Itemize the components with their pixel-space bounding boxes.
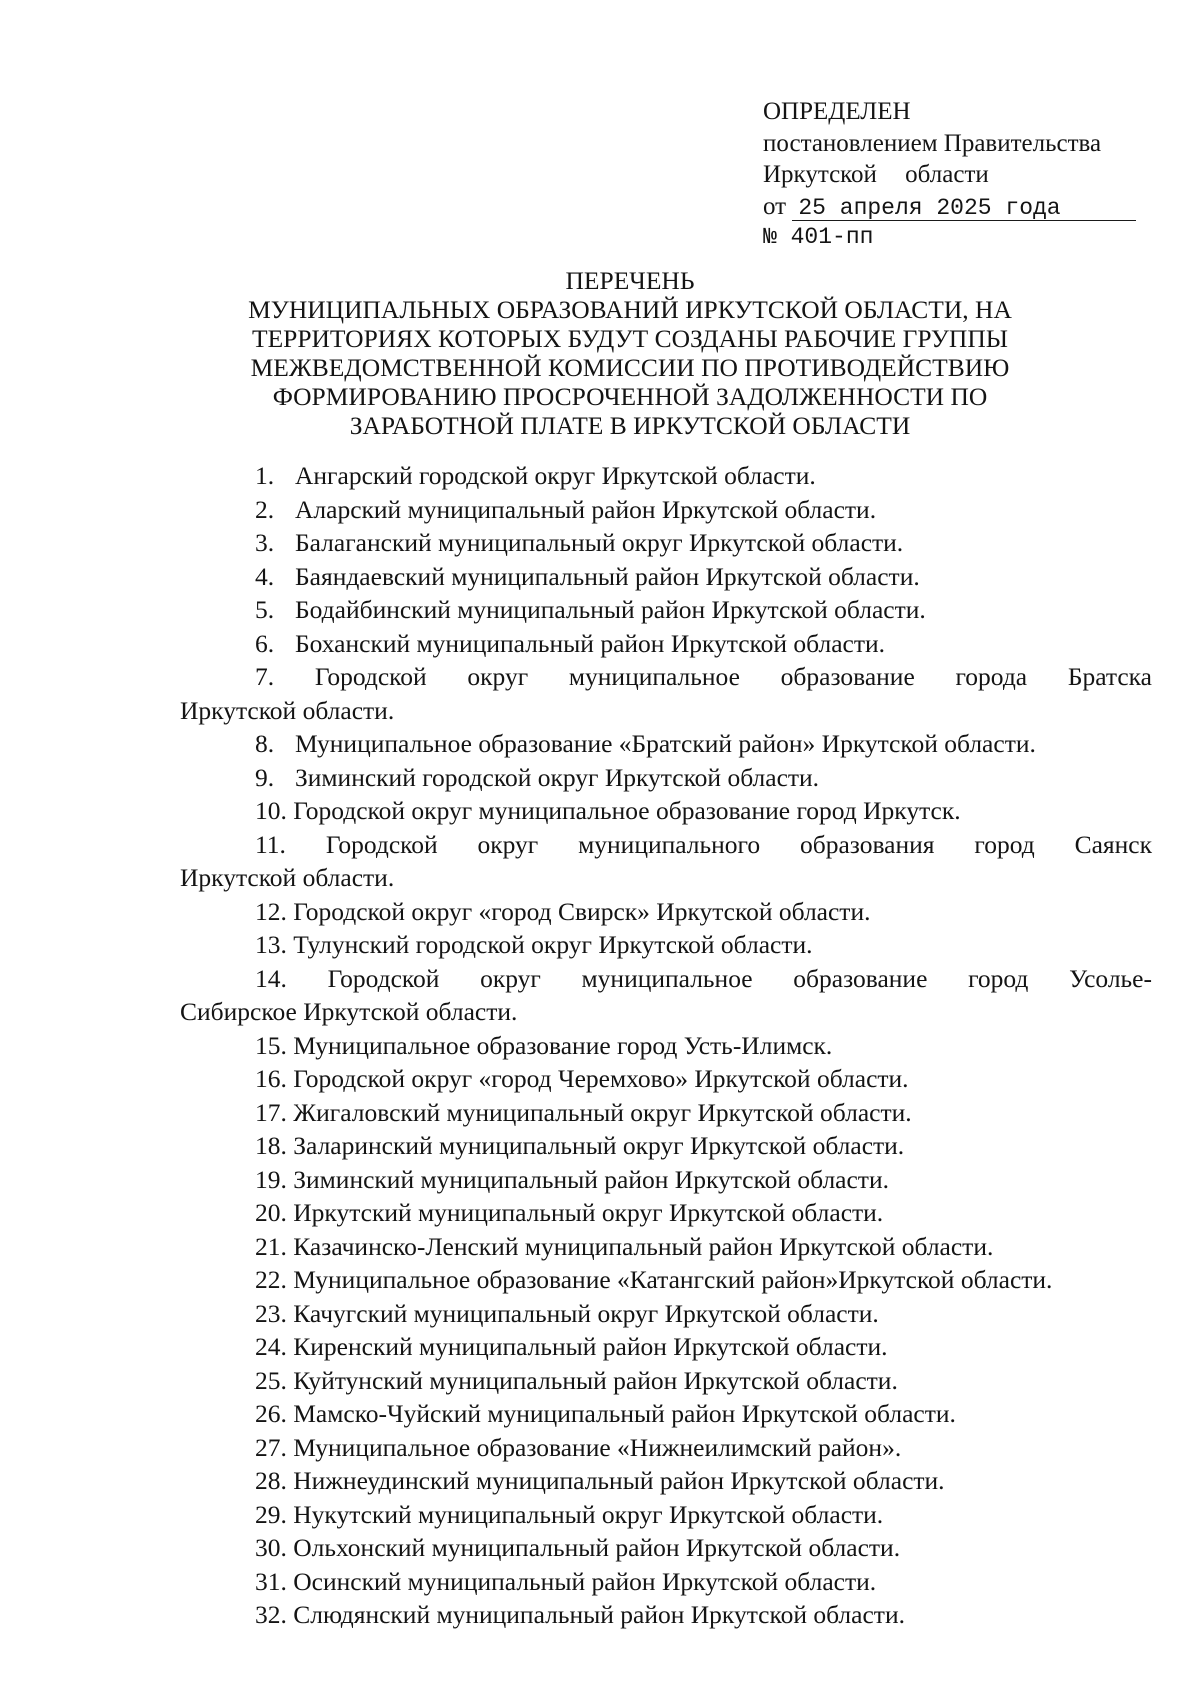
item-number: 29. (255, 1499, 287, 1529)
list-item (180, 828, 1152, 895)
item-text-line-1 (180, 962, 1152, 996)
item-number: 24. (255, 1332, 287, 1361)
list-item (180, 493, 1152, 527)
item-text-line-2: Иркутской области. (180, 695, 395, 725)
item-text-line-1 (180, 660, 1152, 694)
list-item (180, 1163, 1152, 1197)
title-line-4: ФОРМИРОВАНИЮ ПРОСРОЧЕННОЙ ЗАДОЛЖЕННОСТИ ПО (272, 382, 988, 411)
list-item (180, 627, 1152, 661)
list-item (180, 560, 1152, 594)
list-item (180, 1263, 1152, 1297)
title-line-3: МЕЖВЕДОМСТВЕННОЙ КОМИССИИ ПО ПРОТИВОДЕЙСТВИЮ (250, 353, 1010, 382)
item-number: 2. (255, 494, 275, 524)
item-number: 18. (255, 1131, 287, 1160)
item-number: 30. (255, 1533, 287, 1562)
approval-date: 25 апреля 2025 года (792, 196, 1136, 221)
list-item (180, 660, 1152, 727)
item-text: Муниципальное образование город Усть-Илимск. (293, 1030, 833, 1060)
item-text: Городской округ муниципальное образование город Иркутск. (293, 796, 961, 825)
item-number: 25. (255, 1365, 287, 1395)
item-number: 22. (255, 1265, 287, 1294)
item-text: Жигаловский муниципальный округ Иркутской области. (293, 1097, 912, 1127)
item-number: 3. (255, 528, 275, 557)
list-item (180, 1330, 1152, 1364)
item-text: Боханский муниципальный район Иркутской области. (295, 628, 886, 658)
item-number: 14. (255, 963, 287, 993)
list-item (180, 895, 1152, 929)
item-number: 17. (255, 1097, 287, 1127)
item-text-line-2: Иркутской области. (180, 863, 395, 892)
item-text: Городской округ муниципальное образование города Братска (314, 662, 1152, 691)
item-text-line-1 (180, 828, 1152, 862)
item-number: 19. (255, 1164, 287, 1194)
item-number: 27. (255, 1432, 287, 1462)
approval-region: Иркутской области (763, 161, 989, 188)
item-text: Иркутский муниципальный округ Иркутской области. (293, 1198, 884, 1227)
list-item (180, 1397, 1152, 1431)
list-item (180, 459, 1152, 493)
item-text: Нукутский муниципальный округ Иркутской области. (293, 1499, 884, 1529)
item-number: 4. (255, 561, 275, 591)
item-number: 7. (255, 662, 275, 691)
list-item (180, 1531, 1152, 1565)
item-number: 11. (255, 829, 286, 859)
title-heading: ПЕРЕЧЕНЬ (565, 266, 695, 295)
item-number: 32. (255, 1600, 287, 1629)
list-item (180, 928, 1152, 962)
item-text: Ангарский городской округ Иркутской области. (295, 461, 816, 490)
list-item (180, 1498, 1152, 1532)
item-text: Казачинско-Ленский муниципальный район Иркутской области. (293, 1231, 994, 1261)
item-text: Зиминский муниципальный район Иркутской области. (293, 1164, 889, 1194)
list-item (180, 761, 1152, 795)
item-number: 8. (255, 729, 275, 758)
list-item (180, 1129, 1152, 1163)
item-text-line-2: Сибирское Иркутской области. (180, 997, 518, 1026)
municipality-list (180, 459, 1152, 1632)
item-text: Зиминский городской округ Иркутской области. (295, 762, 820, 792)
item-number: 16. (255, 1064, 287, 1093)
item-text: Заларинский муниципальный округ Иркутской области. (293, 1131, 905, 1160)
approval-date-line (763, 191, 1163, 223)
document-title (180, 266, 1080, 440)
list-item (180, 1598, 1152, 1632)
item-number: 12. (255, 896, 287, 926)
item-text: Ольхонский муниципальный район Иркутской области. (293, 1533, 901, 1562)
item-number: 5. (255, 595, 275, 624)
approval-block (763, 96, 1163, 254)
list-item (180, 1096, 1152, 1130)
list-item (180, 1230, 1152, 1264)
list-item (180, 526, 1152, 560)
list-item (180, 1364, 1152, 1398)
item-number: 31. (255, 1566, 287, 1596)
item-number: 26. (255, 1399, 287, 1428)
title-line-2: ТЕРРИТОРИЯХ КОТОРЫХ БУДУТ СОЗДАНЫ РАБОЧИЕ ГРУППЫ (252, 324, 1008, 353)
item-number: 15. (255, 1030, 287, 1060)
item-text: Баяндаевский муниципальный район Иркутской области. (295, 561, 920, 591)
approval-number: № 401-пп (763, 224, 874, 250)
list-item (180, 794, 1152, 828)
approval-date-prefix: от (763, 192, 787, 220)
approval-status: ОПРЕДЕЛЕН (763, 98, 911, 125)
item-number: 13. (255, 930, 287, 959)
item-text: Балаганский муниципальный округ Иркутской области. (295, 528, 904, 557)
list-item (180, 1431, 1152, 1465)
item-text: Осинский муниципальный район Иркутской области. (293, 1566, 877, 1596)
item-number: 21. (255, 1231, 287, 1261)
item-text: Слюдянский муниципальный район Иркутской области. (293, 1600, 905, 1629)
item-text: Городской округ муниципального образования город Саянск (325, 829, 1153, 859)
item-text: Тулунский городской округ Иркутской области. (293, 930, 813, 959)
list-item (180, 727, 1152, 761)
item-text: Городской округ «город Черемхово» Иркутской области. (293, 1064, 909, 1093)
list-item (180, 1464, 1152, 1498)
approval-issuer: постановлением Правительства (763, 129, 1102, 157)
item-text: Муниципальное образование «Катангский район»Иркутской области. (293, 1265, 1053, 1294)
title-line-5: ЗАРАБОТНОЙ ПЛАТЕ В ИРКУТСКОЙ ОБЛАСТИ (349, 411, 911, 440)
list-item (180, 593, 1152, 627)
item-text: Аларский муниципальный район Иркутской области. (295, 494, 877, 524)
item-number: 20. (255, 1198, 287, 1227)
list-item (180, 1565, 1152, 1599)
title-line-1: МУНИЦИПАЛЬНЫХ ОБРАЗОВАНИЙ ИРКУТСКОЙ ОБЛАСТИ, НА (248, 295, 1012, 324)
list-item (180, 1062, 1152, 1096)
item-number: 6. (255, 628, 275, 658)
item-text: Муниципальное образование «Братский район» Иркутской области. (295, 729, 1036, 758)
item-number: 23. (255, 1298, 287, 1328)
list-item (180, 962, 1152, 1029)
item-text: Киренский муниципальный район Иркутской области. (293, 1332, 888, 1361)
item-number: 28. (255, 1466, 287, 1495)
item-text: Бодайбинский муниципальный район Иркутской области. (295, 595, 926, 624)
item-number: 10. (255, 796, 287, 825)
list-item (180, 1297, 1152, 1331)
item-number: 9. (255, 762, 275, 792)
item-text: Мамско-Чуйский муниципальный район Иркутской области. (293, 1399, 956, 1428)
item-number: 1. (255, 461, 275, 490)
item-text: Муниципальное образование «Нижнеилимский район». (293, 1432, 902, 1462)
list-item (180, 1029, 1152, 1063)
item-text: Качугский муниципальный округ Иркутской области. (293, 1298, 879, 1328)
item-text: Нижнеудинский муниципальный район Иркутской области. (293, 1466, 945, 1495)
item-text: Куйтунский муниципальный район Иркутской области. (293, 1365, 898, 1395)
item-text: Городской округ «город Свирск» Иркутской области. (293, 896, 871, 926)
list-item (180, 1196, 1152, 1230)
item-text: Городской округ муниципальное образование город Усолье- (327, 963, 1152, 993)
